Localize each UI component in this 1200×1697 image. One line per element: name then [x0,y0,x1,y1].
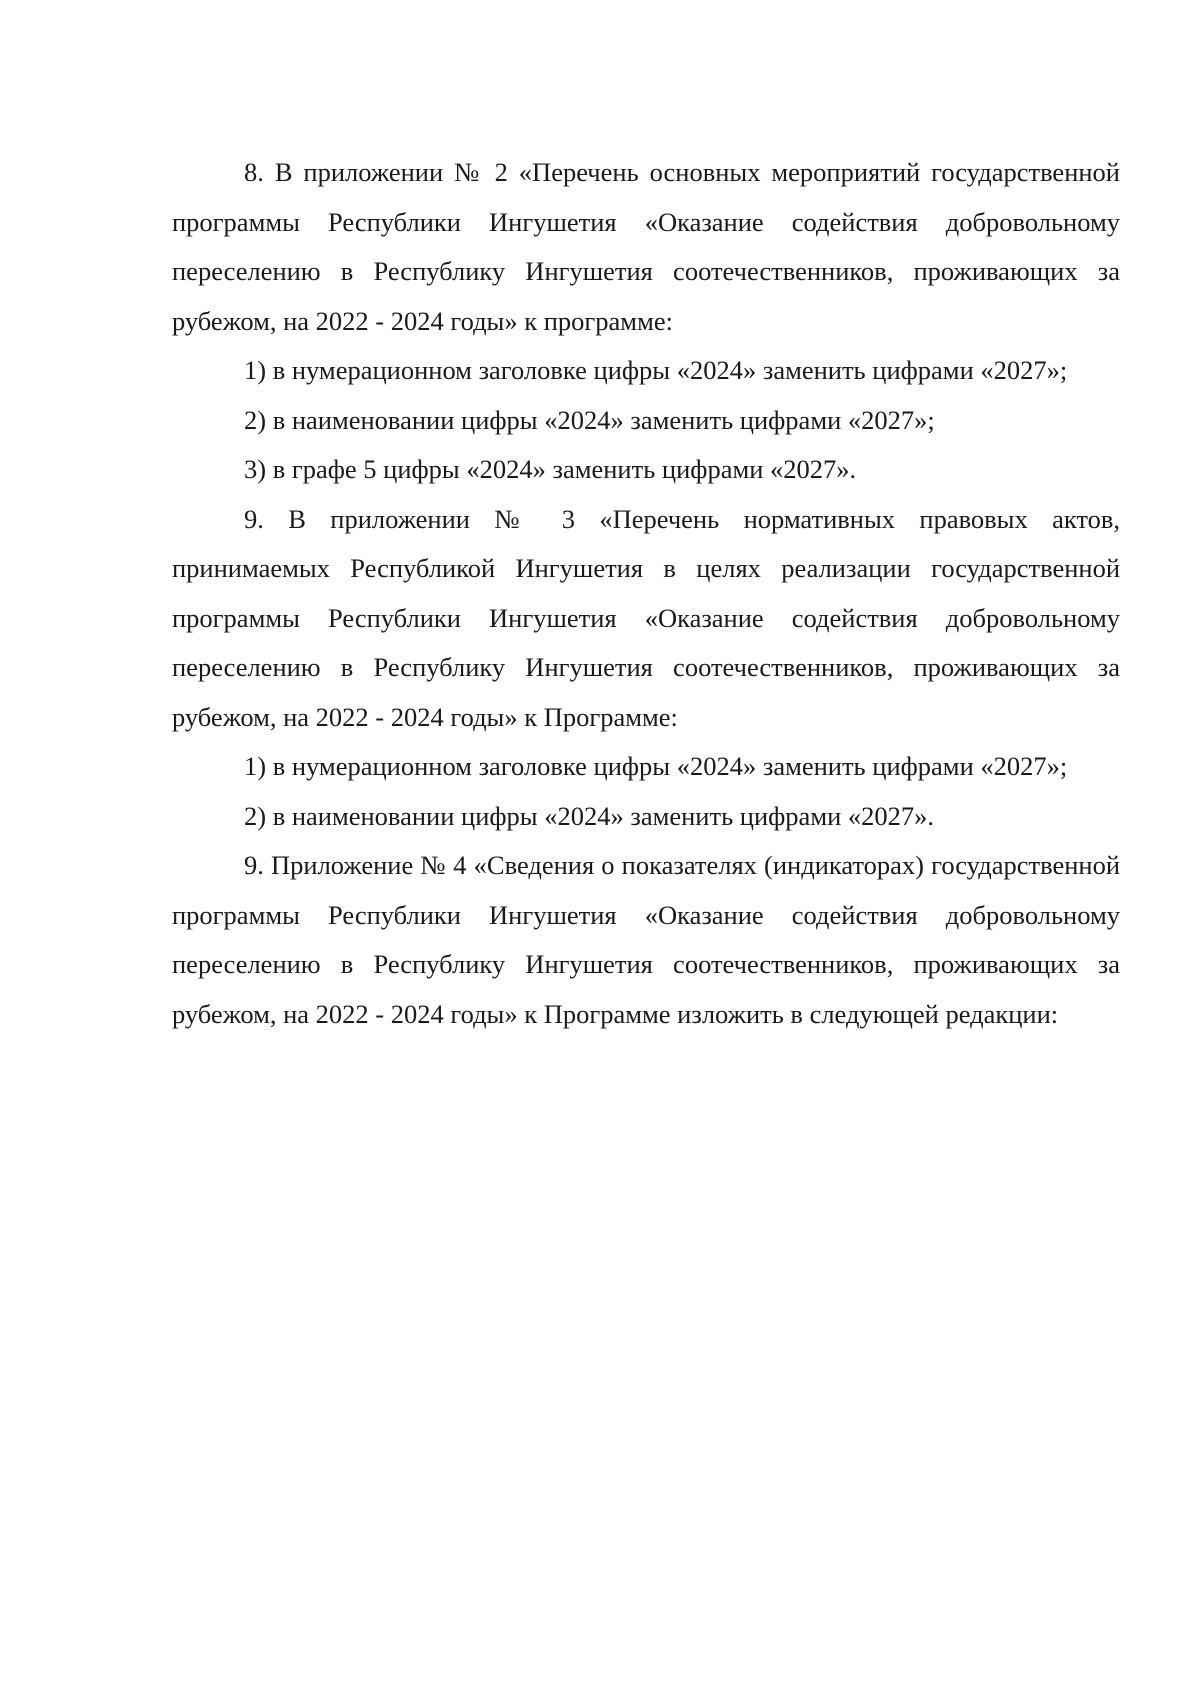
paragraph-item-9-appendix-4: 9. Приложение № 4 «Сведения о показателях (индикаторах) государственной программы Республики Ингушетия «Оказание содействия добровольному переселению в Республику Ингушетия соотечественников, проживающих за рубежом, на 2022 - 2024 годы» к Программе изложить в следующей редакции: [172,850,1120,1029]
paragraph-item-9: 9. В приложении № 3 «Перечень нормативных правовых актов, принимаемых Республикой Ингушетия в целях реализации государственной программы Республики Ингушетия «Оказание содействия добровольному переселению в Республику Ингушетия соотечественников, проживающих за рубежом, на 2022 - 2024 годы» к Программе: [172,503,1120,732]
paragraph-item-8: 8. В приложении № 2 «Перечень основных мероприятий государственной программы Республики Ингушетия «Оказание содействия добровольному переселению в Республику Ингушетия соотечественников, проживающих за рубежом, на 2022 - 2024 годы» к программе: [172,157,1120,336]
paragraph-item-8-1: 1) в нумерационном заголовке цифры «2024» заменить цифрами «2027»; [244,355,1068,385]
document-body [172,148,1120,1039]
paragraph-item-8-2: 2) в наименовании цифры «2024» заменить цифрами «2027»; [244,404,935,435]
paragraph-item-9-2: 2) в наименовании цифры «2024» заменить цифрами «2027». [244,800,935,831]
paragraph-item-8-3: 3) в графе 5 цифры «2024» заменить цифрами «2027». [244,454,857,484]
paragraph-item-9-1: 1) в нумерационном заголовке цифры «2024» заменить цифрами «2027»; [244,751,1068,781]
